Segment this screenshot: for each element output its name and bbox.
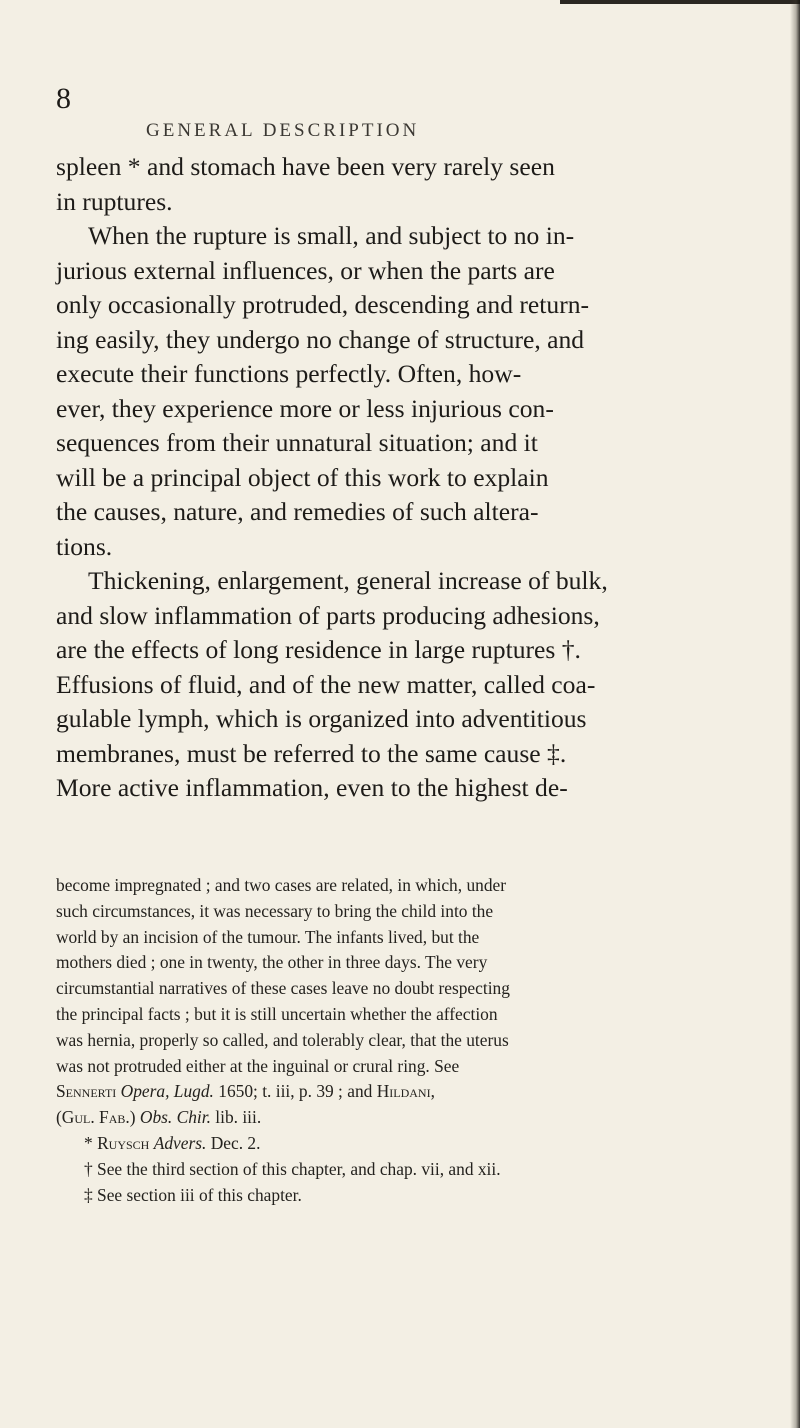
body-line: sequences from their unnatural situation; and it <box>56 428 538 457</box>
citation-work: Obs. Chir. <box>139 1107 211 1128</box>
footnote-star <box>56 1131 786 1157</box>
body-line: execute their functions perfectly. Often, how- <box>56 359 522 388</box>
footnote-line: circumstantial narratives of these cases leave no doubt respecting <box>56 978 510 999</box>
page-top-edge-shadow <box>560 0 800 4</box>
citation-work: Advers. <box>153 1132 207 1153</box>
footnote-line: mothers died ; one in twenty, the other in three days. The very <box>56 952 488 973</box>
page-number: 8 <box>56 82 71 115</box>
citation-author: Hildani, <box>376 1081 435 1102</box>
footnote-line: the principal facts ; but it is still uncertain whether the affection <box>56 1003 498 1024</box>
citation-detail: 1650; t. iii, p. 39 ; and <box>218 1081 373 1102</box>
citation-author: Sennerti <box>56 1081 117 1102</box>
body-line: will be a principal object of this work to explain <box>56 462 549 492</box>
footnotes <box>56 873 786 1208</box>
body-line: only occasionally protruded, descending and return- <box>56 290 590 319</box>
body-line: Effusions of fluid, and of the new matter, called coa- <box>56 669 596 699</box>
footnote-double-dagger: ‡ See section iii of this chapter. <box>84 1184 302 1205</box>
body-line: jurious external influences, or when the parts are <box>56 255 555 285</box>
citation-detail: lib. iii. <box>215 1107 262 1128</box>
footnote-citation-line <box>56 1079 786 1105</box>
citation-detail: Dec. 2. <box>210 1132 261 1153</box>
body-line: Thickening, enlargement, general increase of bulk, <box>88 566 608 595</box>
body-line: tions. <box>56 531 113 561</box>
body-line: spleen * and stomach have been very rarely seen <box>56 152 555 181</box>
footnote-citation-line <box>56 1105 786 1131</box>
citation-author: Ruysch <box>97 1132 150 1153</box>
footnote-line: such circumstances, it was necessary to bring the child into the <box>56 900 494 921</box>
citation-work: Opera, Lugd. <box>120 1081 214 1102</box>
body-line: gulable lymph, which is organized into adventitious <box>56 704 587 733</box>
footnote-mark: * <box>84 1132 93 1153</box>
body-line: ing easily, they undergo no change of structure, and <box>56 324 585 354</box>
footnote-line: was not protruded either at the inguinal or crural ring. See <box>56 1055 460 1076</box>
page-right-edge-shadow <box>790 0 800 1428</box>
body-text <box>56 150 786 806</box>
body-line: ever, they experience more or less injurious con- <box>56 393 554 423</box>
footnote-line: was hernia, properly so called, and tolerably clear, that the uterus <box>56 1029 509 1050</box>
footnote-line: world by an incision of the tumour. The infants lived, but the <box>56 926 480 947</box>
body-line: are the effects of long residence in large ruptures †. <box>56 635 581 664</box>
footnote-dagger: † See the third section of this chapter, and chap. vii, and xii. <box>84 1158 501 1179</box>
citation-author: (Gul. Fab.) <box>56 1107 136 1128</box>
body-line: in ruptures. <box>56 186 173 216</box>
running-head: GENERAL DESCRIPTION <box>146 120 420 141</box>
body-line: membranes, must be referred to the same cause ‡. <box>56 738 567 768</box>
body-line: and slow inflammation of parts producing adhesions, <box>56 600 600 630</box>
body-line: When the rupture is small, and subject to no in- <box>88 221 575 250</box>
footnote-line: become impregnated ; and two cases are related, in which, under <box>56 875 507 895</box>
body-line: the causes, nature, and remedies of such altera- <box>56 497 539 526</box>
body-line: More active inflammation, even to the highest de- <box>56 773 568 802</box>
